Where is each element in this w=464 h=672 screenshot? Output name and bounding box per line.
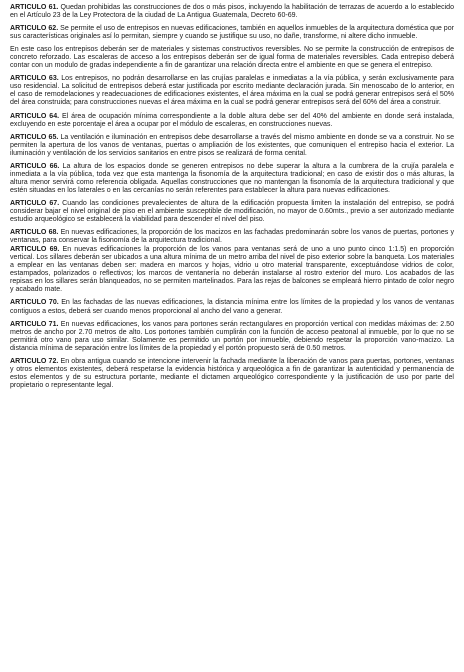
article-heading: ARTICULO 62. [10, 25, 59, 33]
article-text: La ventilación e iluminación en entrepisos debe desarrollarse a través del mismo ambiente en donde se va a construir. No se permiten la apertura de los vanos de ventanas, puertas o ampliación de los existentes, que comuniquen el entrepiso hacia el exterior. La iluminación y ventilación de los servicios sanitarios en entre pisos se realizará de forma cenital. [10, 133, 454, 157]
article-72 [10, 358, 454, 390]
article-heading: ARTICULO 71. [10, 320, 59, 328]
article-text: En este caso los entrepisos deberán ser de materiales y sistemas constructivos reversibles. No se permite la construcción de entrepisos de concreto reforzado. Las escaleras de acceso a los entrepisos deberán ser de igual forma de materiales reversibles. Cada entrepiso deberá contar con un modulo de gradas independiente a fin de garantizar una relación directa entre el ambiente en que se genera el entrepiso. [10, 46, 454, 70]
article-heading: ARTICULO 63. [10, 75, 59, 83]
article-text: En nuevas edificaciones la proporción de los vanos para ventanas será de uno a uno punto cinco 1:1.5) en proporción vertical. Los sillares deberán ser ubicados a una altura mínima de un metro arriba del nivel de piso exterior sobre la banqueta. Los materiales a emplear en las ventanas deben ser: madera en marcos y hojas, vidrio u otro material transparente, exceptuándose vidrios de color, estampados, polarizados o reflectivos; los marcos de ventanería no deberán instalarse al rostro exterior del muro. Los acabados de las repisas en los sillares serán blanqueados, no se permiten martelinados. Para las rejas de balcones se empleará hierro pintado de color negro y acabado mate. [10, 246, 454, 294]
article-heading: ARTICULO 66. [10, 162, 60, 170]
article-heading: ARTICULO 69. [10, 246, 60, 254]
article-heading: ARTICULO 64. [10, 112, 60, 120]
article-69 [10, 246, 454, 294]
article-heading: ARTICULO 72. [10, 357, 59, 365]
article-text: Cuando las condiciones prevalecientes de altura de la edificación propuesta limiten la instalación del entrepiso, se podrá considerar bajar el nivel original de piso en el ambiente susceptible de modificación, no mayor de 0.60mts., previo a ser autorizado mediante estudio arqueológico se establecerá la viabilidad para descender el nivel del piso. [10, 199, 454, 224]
article-text: En las fachadas de las nuevas edificaciones, la distancia mínima entre los límites de la propiedad y los vanos de ventanas contiguos a estos, deberá ser cuando menos proporcional al ancho del vano a generar. [10, 299, 454, 315]
article-70 [10, 299, 454, 315]
article-text: En nuevas edificaciones, los vanos para portones serán rectangulares en proporción vertical con medidas máximas de: 2.50 metros de ancho por 2.70 metros de alto. Los portones también cumplirán con la función de acceso peatonal al inmueble, por lo que no se permitirá otro vano para uso similar. Solamente es permitido un portón por inmueble, debiendo respetar la proporción vano-macizo. La distancia mínima de separación entre los límites de la propiedad y el portón propuesto será de 0.50 metros. [10, 320, 454, 352]
article-61 [10, 4, 454, 20]
article-text: Los entrepisos, no podrán desarrollarse en las crujías paralelas e inmediatas a la vía pública, y serán exclusivamente para uso residencial. La solicitud de entrepisos deberá estar justificada por escrito mediante declaración jurada. Sin menoscabo de lo anterior, en el caso de remodelaciones y readecuaciones de edificaciones existentes, el área máxima en la cual se podrá generar entrepisos será el 50% del área construida; para construcciones nuevas el área máxima en la cual se podrá generar entrepisos será del 60% del área a construir. [10, 75, 454, 107]
article-text: En nuevas edificaciones, la proporción de los macizos en las fachadas predominarán sobre los vanos de puertas, portones y ventanas, para conservar la fisonomía de la arquitectura tradicional. [10, 229, 454, 245]
article-64 [10, 113, 454, 129]
article-text: La altura de los espacios donde se generen entrepisos no debe superar la altura a la cumbrera de la crujía paralela e inmediata a la vía pública, toda vez que esta mantenga la fisonomía de la arquitectura tradicional; en caso de existir dos o más alturas, la altura menor servirá como referencia obligada. Aquellas construcciones que no mantengan la fisonomía de la arquitectura tradicional y que estén situadas en los laterales o en las cercanías no serán referentes para establecer la altura para nuevas edificaciones. [10, 162, 454, 194]
article-heading: ARTICULO 61. [10, 4, 59, 11]
article-62-paragraph [10, 46, 454, 70]
article-66 [10, 163, 454, 195]
article-heading: ARTICULO 70. [10, 299, 59, 307]
article-68 [10, 229, 454, 245]
article-heading: ARTICULO 67. [10, 199, 60, 207]
article-text: En obra antigua cuando se intencione intervenir la fachada mediante la liberación de vanos para puertas, portones, ventanas y otros elementos existentes, deberá respetarse la evidencia histórica y arqueológica a fin de garantizar la autenticidad y permanencia de estos elementos y de su estructura portante, mediante el dictamen arqueológico correspondiente y la justificación de uso por parte del propietario o representante legal. [10, 357, 454, 389]
article-63 [10, 75, 454, 107]
article-65 [10, 134, 454, 158]
article-text: El área de ocupación mínima correspondiente a la doble altura debe ser del 40% del ambiente en donde será instalada, excluyendo en este porcentaje el área a ocupar por el módulo de escaleras, en construcciones nuevas. [10, 112, 454, 128]
article-71 [10, 321, 454, 353]
article-62 [10, 25, 454, 41]
article-heading: ARTICULO 65. [10, 133, 59, 141]
article-heading: ARTICULO 68. [10, 229, 59, 237]
article-text: Quedan prohibidas las construcciones de dos o más pisos, incluyendo la habilitación de terrazas de acuerdo a lo establecido en el Artículo 23 de la Ley Protectora de la ciudad de La Antigua Guatemala, Decreto 60-69. [10, 4, 454, 20]
article-67 [10, 200, 454, 224]
article-text: Se permite el uso de entrepisos en nuevas edificaciones, también en aquellos inmuebles de la arquitectura doméstica que por sus características originales así lo permitan, siempre y cuando se justifique su uso, no dañe, transforme, ni altere dicho inmueble. [10, 25, 454, 41]
